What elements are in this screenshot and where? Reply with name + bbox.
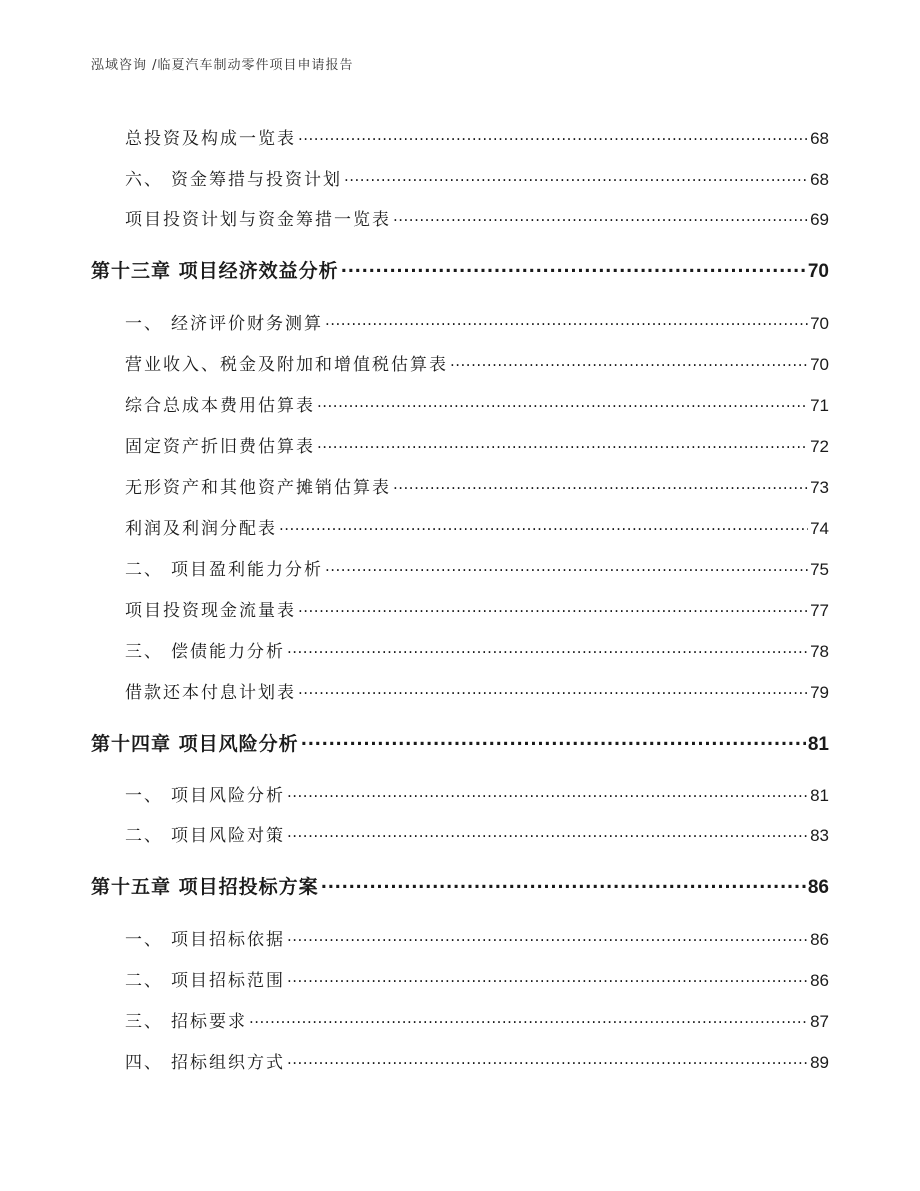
toc-entry-risk-analysis[interactable]	[91, 781, 829, 806]
toc-entry-page: 83	[810, 826, 829, 845]
toc-entry-title-text: 经济评价财务测算	[171, 314, 323, 334]
toc-section-number: 二、	[125, 560, 163, 580]
toc-chapter-title: 第十四章 项目风险分析	[91, 733, 299, 755]
toc-entry-title	[91, 821, 285, 846]
toc-entry-profitability[interactable]	[91, 555, 829, 580]
toc-entry-depreciation-table[interactable]	[91, 432, 829, 457]
toc-entry-total-investment-table[interactable]	[91, 124, 829, 149]
toc-section-number: 二、	[125, 971, 163, 991]
toc-entry-page: 70	[810, 314, 829, 333]
toc-entry-title	[91, 925, 285, 950]
dot-leader	[393, 208, 808, 225]
toc-entry-page: 86	[810, 930, 829, 949]
toc-chapter-page: 86	[807, 877, 829, 898]
page-header: 泓域咨询 /临夏汽车制动零件项目申请报告	[91, 58, 354, 73]
toc-entry-investment-funding-table[interactable]	[91, 205, 829, 230]
toc-entry-page: 75	[810, 560, 829, 579]
toc-entry-risk-countermeasures[interactable]	[91, 821, 829, 846]
toc-entry-page: 69	[810, 210, 829, 229]
toc-entry-page: 81	[810, 786, 829, 805]
dot-leader	[317, 394, 808, 411]
toc-entry-loan-repayment-table[interactable]	[91, 678, 829, 703]
toc-section-number: 三、	[125, 642, 163, 662]
toc-entry-revenue-tax-table[interactable]	[91, 350, 829, 375]
dot-leader	[341, 258, 806, 277]
toc-entry-page: 89	[810, 1053, 829, 1072]
toc-chapter-title: 第十三章 项目经济效益分析	[91, 260, 339, 282]
toc-entry-title: 无形资产和其他资产摊销估算表	[125, 478, 391, 498]
dot-leader	[301, 731, 806, 750]
toc-entry-title: 项目投资计划与资金筹措一览表	[125, 210, 391, 230]
toc-entry-title	[91, 1007, 247, 1032]
dot-leader	[287, 824, 808, 841]
dot-leader	[450, 353, 808, 370]
toc-entry-title	[91, 781, 285, 806]
toc-entry-title-text: 项目招标依据	[171, 930, 285, 950]
dot-leader	[287, 928, 808, 945]
toc-entry-title	[91, 966, 285, 991]
dot-leader	[298, 681, 808, 698]
toc-entry-title-text: 招标要求	[171, 1012, 247, 1032]
dot-leader	[325, 312, 808, 329]
toc-section-number: 四、	[125, 1053, 163, 1073]
toc-section-number: 六、	[125, 170, 163, 190]
toc-entry-title: 固定资产折旧费估算表	[125, 437, 315, 457]
toc-entry-title: 利润及利润分配表	[125, 519, 277, 539]
dot-leader	[344, 168, 808, 185]
toc-entry-title	[91, 165, 342, 190]
toc-entry-bidding-organization[interactable]	[91, 1048, 829, 1073]
toc-entry-page: 74	[810, 519, 829, 538]
toc-entry-title: 综合总成本费用估算表	[125, 396, 315, 416]
toc-section-number: 一、	[125, 314, 163, 334]
toc-entry-title-text: 偿债能力分析	[171, 642, 285, 662]
toc-chapter-14[interactable]	[91, 729, 829, 756]
toc-entry-title-text: 项目风险分析	[171, 786, 285, 806]
toc-entry-page: 87	[810, 1012, 829, 1031]
toc-entry-cashflow-table[interactable]	[91, 596, 829, 621]
toc-entry-funding-plan[interactable]	[91, 165, 829, 190]
toc-entry-title	[91, 309, 323, 334]
toc-entry-title: 营业收入、税金及附加和增值税估算表	[125, 355, 448, 375]
toc-entry-page: 68	[810, 170, 829, 189]
dot-leader	[287, 1051, 808, 1068]
toc-entry-page: 71	[810, 396, 829, 415]
dot-leader	[298, 127, 808, 144]
toc-section-number: 三、	[125, 1012, 163, 1032]
dot-leader	[287, 969, 808, 986]
toc-entry-page: 70	[810, 355, 829, 374]
toc-entry-financial-calc[interactable]	[91, 309, 829, 334]
toc-chapter-13[interactable]	[91, 256, 829, 283]
toc-entry-page: 68	[810, 129, 829, 148]
toc-entry-amortization-table[interactable]	[91, 473, 829, 498]
toc-entry-title-text: 项目风险对策	[171, 826, 285, 846]
toc-entry-title-text: 项目招标范围	[171, 971, 285, 991]
toc-entry-bidding-basis[interactable]	[91, 925, 829, 950]
toc-entry-title-text: 资金筹措与投资计划	[171, 170, 342, 190]
toc-section-number: 一、	[125, 930, 163, 950]
toc-entry-title: 项目投资现金流量表	[125, 601, 296, 621]
dot-leader	[249, 1010, 808, 1027]
toc-entry-title: 总投资及构成一览表	[125, 129, 296, 149]
toc-entry-total-cost-table[interactable]	[91, 391, 829, 416]
dot-leader	[279, 517, 808, 534]
toc-entry-solvency[interactable]	[91, 637, 829, 662]
dot-leader	[321, 874, 806, 893]
toc-entry-page: 73	[810, 478, 829, 497]
dot-leader	[298, 599, 808, 616]
dot-leader	[325, 558, 808, 575]
toc-chapter-title: 第十五章 项目招投标方案	[91, 876, 319, 898]
toc-entry-title-text: 项目盈利能力分析	[171, 560, 323, 580]
toc-section-number: 一、	[125, 786, 163, 806]
toc-section-number: 二、	[125, 826, 163, 846]
toc-entry-title	[91, 555, 323, 580]
toc-entry-bidding-scope[interactable]	[91, 966, 829, 991]
toc-chapter-page: 70	[807, 261, 829, 282]
toc-entry-profit-table[interactable]	[91, 514, 829, 539]
dot-leader	[317, 435, 808, 452]
toc-entry-page: 72	[810, 437, 829, 456]
toc-entry-title	[91, 637, 285, 662]
toc-entry-title	[91, 1048, 285, 1073]
toc-chapter-15[interactable]	[91, 872, 829, 899]
dot-leader	[287, 784, 808, 801]
dot-leader	[393, 476, 808, 493]
toc-entry-title: 借款还本付息计划表	[125, 683, 296, 703]
toc-entry-bidding-requirements[interactable]	[91, 1007, 829, 1032]
toc-chapter-page: 81	[807, 734, 829, 755]
dot-leader	[287, 640, 808, 657]
toc-entry-page: 86	[810, 971, 829, 990]
toc-entry-page: 77	[810, 601, 829, 620]
toc-entry-page: 78	[810, 642, 829, 661]
toc-entry-title-text: 招标组织方式	[171, 1053, 285, 1073]
toc-entry-page: 79	[810, 683, 829, 702]
